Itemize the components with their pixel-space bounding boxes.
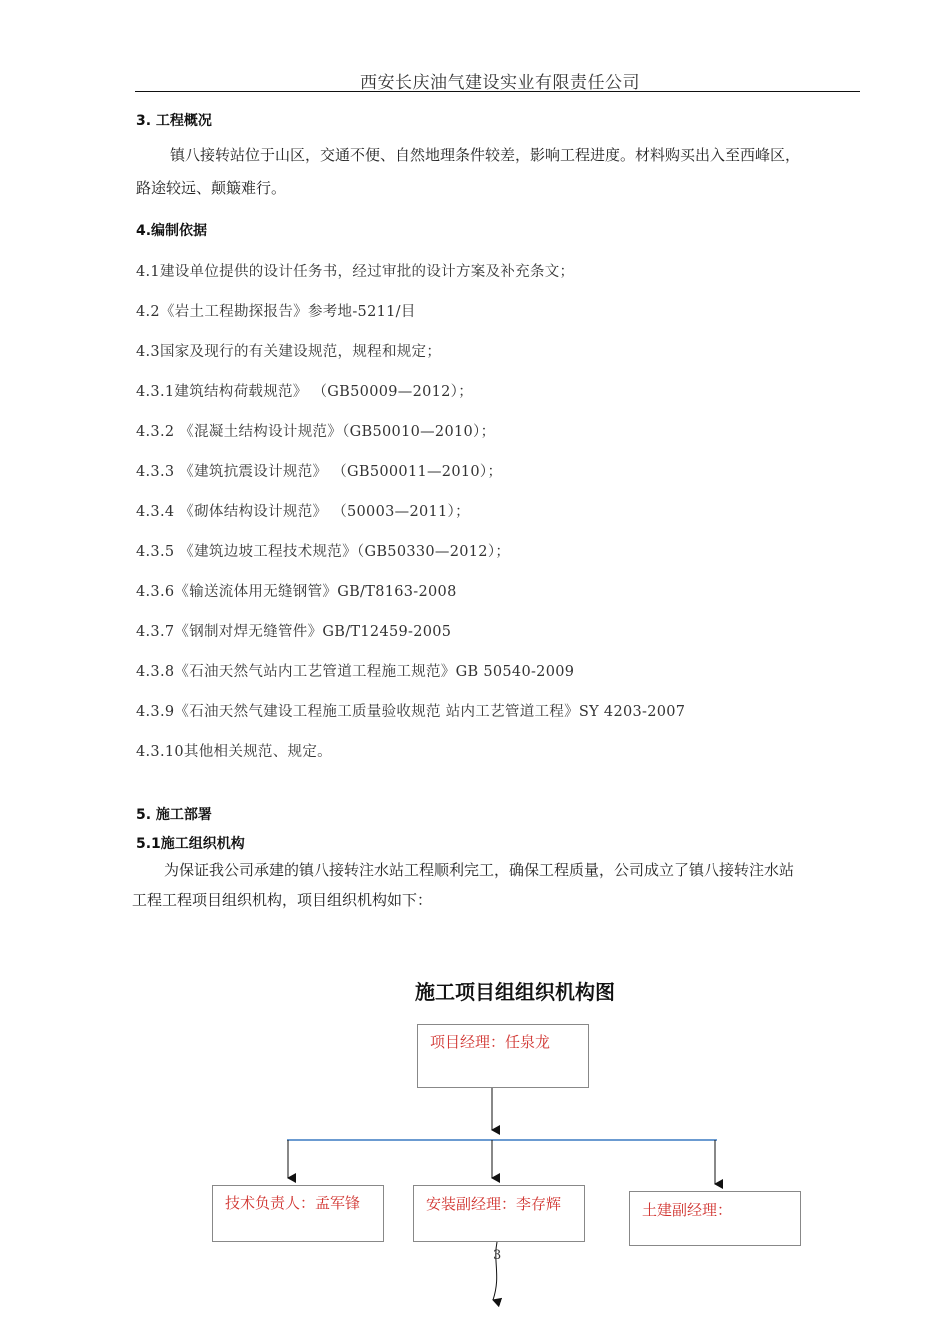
- reference-item: 4.3.7《钢制对焊无缝管件》GB/T12459-2005: [136, 624, 452, 640]
- manager-box: [417, 1024, 589, 1088]
- section-5-body-line2: 工程工程项目组织机构，项目组织机构如下：: [132, 891, 433, 909]
- section-3-heading: 3. 工程概况: [136, 113, 212, 129]
- page-number: 3: [493, 1248, 502, 1263]
- manager-label: 项目经理：任泉龙: [430, 1033, 551, 1051]
- section-4-heading: 4.编制依据: [136, 223, 208, 239]
- civil-deputy-box: [629, 1191, 801, 1246]
- reference-item: 4.3国家及现行的有关建设规范，规程和规定；: [136, 344, 442, 360]
- reference-item: 4.3.10其他相关规范、规定。: [136, 744, 332, 760]
- company-name: 西安长庆油气建设实业有限责任公司: [360, 73, 640, 93]
- tech-lead-box: [212, 1185, 384, 1242]
- section-5-1-heading: 5.1施工组织机构: [136, 836, 245, 852]
- reference-item: 4.2《岩土工程勘探报告》参考地-5211/目: [136, 304, 416, 320]
- civil-deputy-label: 土建副经理：: [642, 1201, 733, 1219]
- reference-item: 4.3.2 《混凝土结构设计规范》（GB50010—2010）；: [136, 424, 496, 440]
- install-deputy-box: [413, 1185, 585, 1242]
- reference-item: 4.3.8《石油天然气站内工艺管道工程施工规范》GB 50540-2009: [136, 664, 575, 680]
- section-5-heading: 5. 施工部署: [136, 807, 212, 823]
- reference-item: 4.3.9《石油天然气建设工程施工质量验收规范 站内工艺管道工程》SY 4203-2007: [136, 704, 686, 720]
- reference-item: 4.3.3 《建筑抗震设计规范》 （GB500011—2010）；: [136, 464, 503, 480]
- reference-item: 4.1建设单位提供的设计任务书，经过审批的设计方案及补充条文；: [136, 264, 575, 280]
- reference-item: 4.3.1建筑结构荷载规范》 （GB50009—2012）；: [136, 384, 474, 400]
- install-deputy-label: 安装副经理：李存辉: [426, 1195, 562, 1213]
- section-3-body-line1: 镇八接转站位于山区，交通不便、自然地理条件较差，影响工程进度。材料购买出入至西峰区，: [170, 146, 801, 164]
- section-3-body-line2: 路途较远、颠簸难行。: [136, 179, 287, 197]
- org-chart-title: 施工项目组组织机构图: [415, 980, 615, 1004]
- reference-item: 4.3.6《输送流体用无缝钢管》GB/T8163-2008: [136, 584, 457, 600]
- reference-item: 4.3.4 《砌体结构设计规范》 （50003—2011）；: [136, 504, 470, 520]
- reference-item: 4.3.5 《建筑边坡工程技术规范》（GB50330—2012）；: [136, 544, 511, 560]
- tech-lead-label: 技术负责人：孟军锋: [225, 1194, 361, 1212]
- section-5-body-line1: 为保证我公司承建的镇八接转注水站工程顺利完工，确保工程质量，公司成立了镇八接转注水站: [164, 861, 795, 879]
